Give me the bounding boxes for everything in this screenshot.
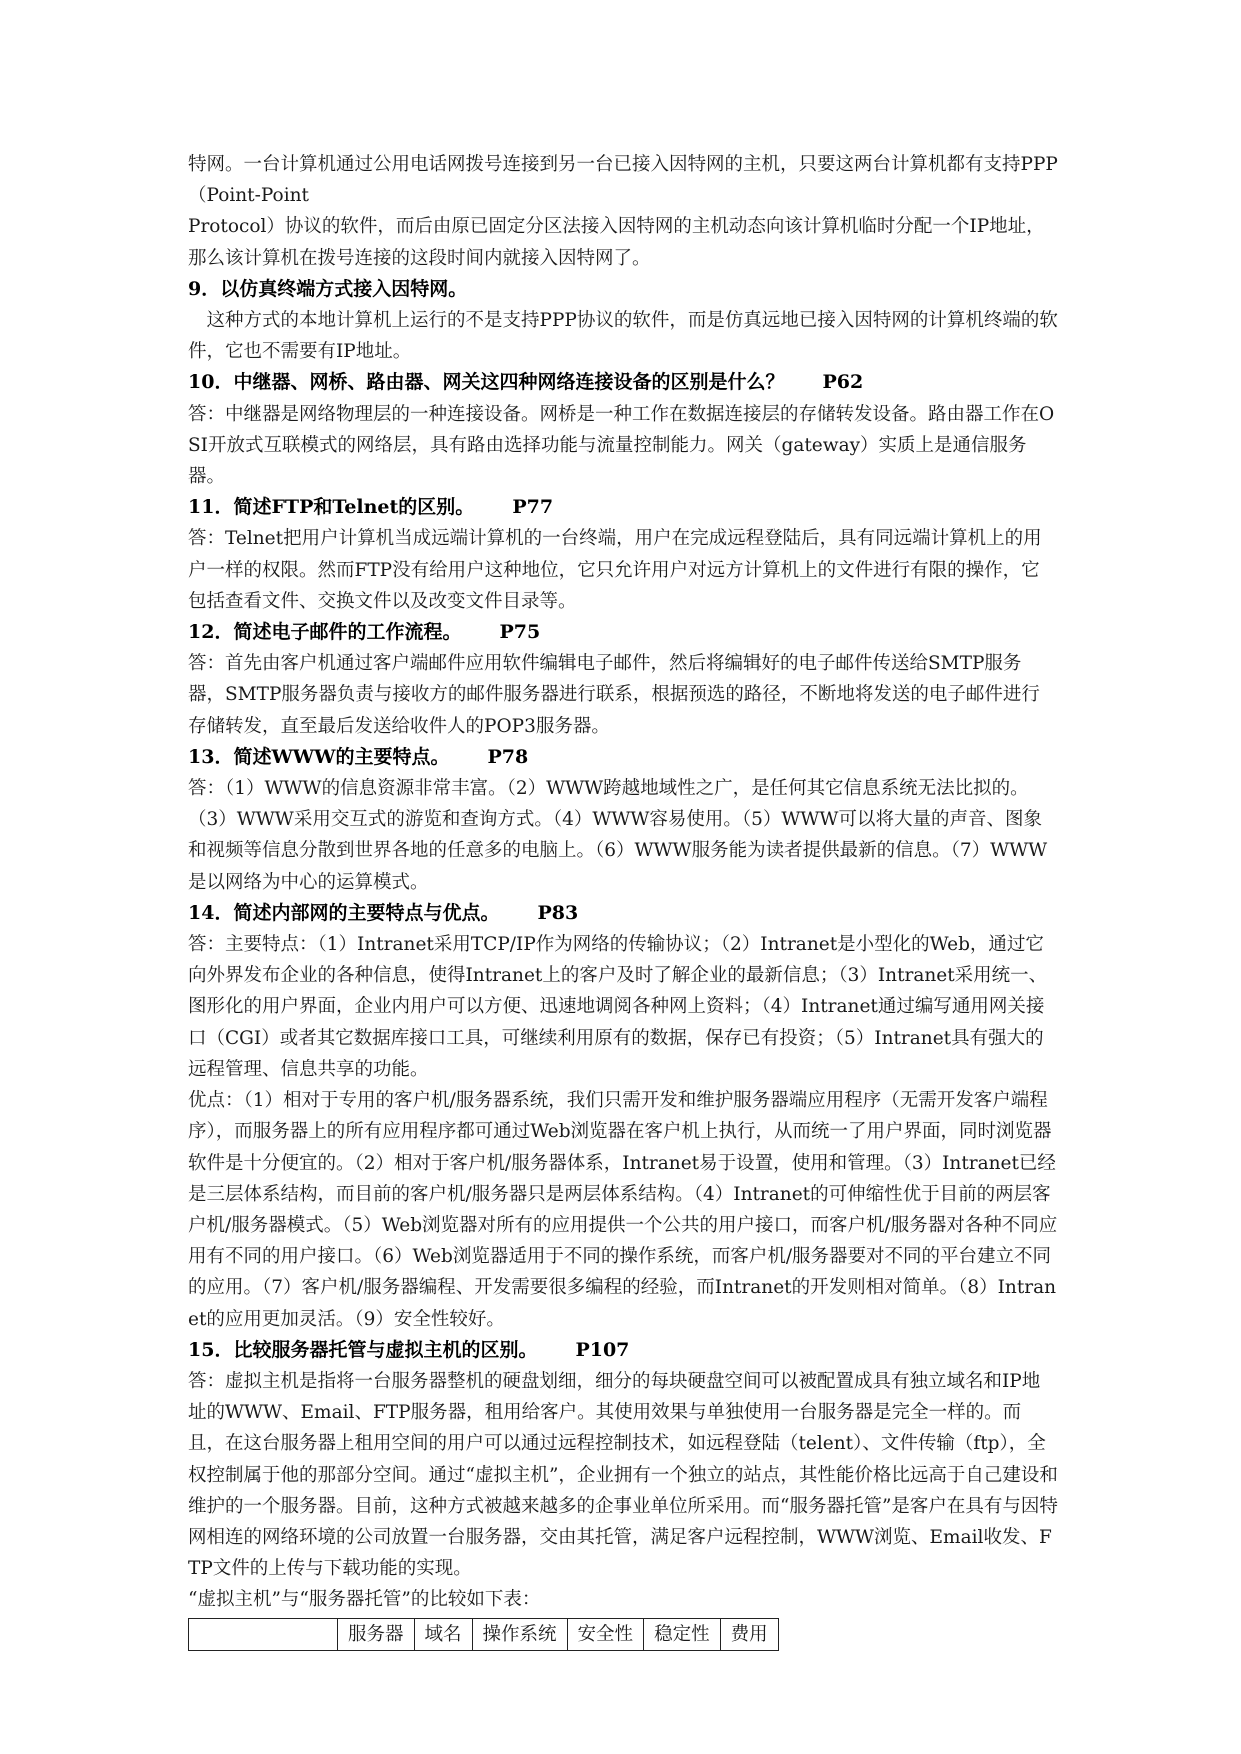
question-15-answer: 答：虚拟主机是指将一台服务器整机的硬盘划细，细分的每块硬盘空间可以被配置成具有独立域名和IP地址的WWW、Email、FTP服务器，租用给客户。其使用效果与单独使用一台服务器是完全一样的。而且，在这台服务器上租用空间的用户可以通过远程控制技术，如远程登陆（telent）、文件传输（ftp），全权控制属于他的那部分空间。通过“虚拟主机”，企业拥有一个独立的站点，其性能价格比远高于自己建设和维护的一个服务器。目前，这种方式被越来越多的企事业单位所采用。而“服务器托管”是客户在具有与因特网相连的网络环境的公司放置一台服务器，交由其托管，满足客户远程控制，WWW浏览、Email收发、FTP文件的上传与下载功能的实现。 — [188, 1370, 1058, 1580]
question-14-features: 答：主要特点：（1）Intranet采用TCP/IP作为网络的传输协议；（2）Intranet是小型化的Web，通过它向外界发布企业的各种信息，使得Intranet上的客户及时了解企业的最新信息；（3）Intranet采用统一、图形化的用户界面，企业内用户可以方便、迅速地调阅各种网上资料；（4）Intranet通过编写通用网关接口（CGI）或者其它数据库接口工具，可继续利用原有的数据，保存已有投资；（5）Intranet具有强大的远程管理、信息共享的功能。 — [188, 934, 1048, 1080]
question-10-heading — [188, 367, 1058, 398]
question-12-answer: 答：首先由客户机通过客户端邮件应用软件编辑电子邮件，然后将编辑好的电子邮件传送给SMTP服务器，SMTP服务器负责与接收方的邮件服务器进行联系，根据预选的路径，不断地将发送的电子邮件进行存储转发，直至最后发送给收件人的POP3服务器。 — [188, 653, 1040, 737]
question-9-answer: 这种方式的本地计算机上运行的不是支持PPP协议的软件，而是仿真远地已接入因特网的计算机终端的软件，它也不需要有IP地址。 — [188, 310, 1058, 363]
question-14-heading — [188, 898, 1058, 929]
table-header-cell-cost: 费用 — [720, 1618, 778, 1650]
table-header-cell-stability: 稳定性 — [644, 1618, 721, 1650]
question-10-page-ref: P62 — [822, 371, 864, 394]
question-13-title: 13．简述WWW的主要特点。 — [188, 745, 450, 768]
table-header-cell-os: 操作系统 — [472, 1618, 567, 1650]
question-13-answer: 答：（1）WWW的信息资源非常丰富。（2）WWW跨越地域性之广，是任何其它信息系统无法比拟的。（3）WWW采用交互式的游览和查询方式。（4）WWW容易使用。（5）WWW可以将大量的声音、图象和视频等信息分散到世界各地的任意多的电脑上。（6）WWW服务能为读者提供最新的信息。（7）WWW是以网络为中心的运算模式。 — [188, 778, 1048, 893]
question-12-heading — [188, 617, 1058, 648]
question-15-page-ref: P107 — [575, 1338, 630, 1361]
question-11-title: 11．简述FTP和Telnet的区别。 — [188, 496, 475, 519]
table-header-cell-blank — [189, 1618, 338, 1650]
table-header-cell-security: 安全性 — [567, 1618, 644, 1650]
question-9-heading — [188, 274, 1058, 305]
question-14-advantages: 优点：（1）相对于专用的客户机/服务器系统，我们只需开发和维护服务器端应用程序（无需开发客户端程序），而服务器上的所有应用程序都可通过Web浏览器在客户机上执行，从而统一了用户界面，同时浏览器软件是十分便宜的。（2）相对于客户机/服务器体系，Intranet易于设置，使用和管理。（3）Intranet已经是三层体系结构，而目前的客户机/服务器只是两层体系结构。（4）Intranet的可伸缩性优于目前的两层客户机/服务器模式。（5）Web浏览器对所有的应用提供一个公共的用户接口，而客户机/服务器对各种不同应用有不同的用户接口。（6）Web浏览器适用于不同的操作系统，而客户机/服务器要对不同的平台建立不同的应用。（7）客户机/服务器编程、开发需要很多编程的经验，而Intranet的开发则相对简单。（8）Intranet的应用更加灵活。（9）安全性较好。 — [188, 1090, 1058, 1330]
table-header-cell-server: 服务器 — [338, 1618, 415, 1650]
intro-paragraph-2: Protocol）协议的软件，而后由原已固定分区法接入因特网的主机动态向该计算机临时分配一个IP地址，那么该计算机在拨号连接的这段时间内就接入因特网了。 — [188, 216, 1045, 269]
document-content — [188, 149, 1058, 1651]
question-10-title: 10．中继器、网桥、路由器、网关这四种网络连接设备的区别是什么？ — [188, 371, 785, 394]
comparison-table — [188, 1618, 779, 1651]
question-11-answer: 答：Telnet把用户计算机当成远端计算机的一台终端，用户在完成远程登陆后，具有同远端计算机上的用户一样的权限。然而FTP没有给用户这种地位，它只允许用户对远方计算机上的文件进行有限的操作，它包括查看文件、交换文件以及改变文件目录等。 — [188, 528, 1042, 612]
table-caption: “虚拟主机”与“服务器托管”的比较如下表： — [188, 1589, 541, 1611]
question-14-page-ref: P83 — [537, 901, 579, 924]
question-10-answer: 答：中继器是网络物理层的一种连接设备。网桥是一种工作在数据连接层的存储转发设备。路由器工作在OSI开放式互联模式的网络层，具有路由选择功能与流量控制能力。网关（gateway）实质上是通信服务器。 — [188, 403, 1055, 488]
intro-paragraph-1: 特网。一台计算机通过公用电话网拨号连接到另一台已接入因特网的主机，只要这两台计算机都有支持PPP（Point-Point — [188, 154, 1058, 207]
question-15-heading — [188, 1335, 1058, 1366]
question-12-page-ref: P75 — [499, 621, 541, 644]
table-header-cell-domain: 域名 — [414, 1618, 472, 1650]
question-9-title: 9．以仿真终端方式接入因特网。 — [188, 277, 468, 300]
question-13-heading — [188, 742, 1058, 773]
question-14-title: 14．简述内部网的主要特点与优点。 — [188, 901, 500, 924]
question-12-title: 12．简述电子邮件的工作流程。 — [188, 621, 462, 644]
table-header-row — [189, 1618, 779, 1650]
question-11-heading — [188, 492, 1058, 523]
question-13-page-ref: P78 — [487, 745, 529, 768]
question-15-title: 15．比较服务器托管与虚拟主机的区别。 — [188, 1338, 538, 1361]
question-11-page-ref: P77 — [512, 496, 554, 519]
